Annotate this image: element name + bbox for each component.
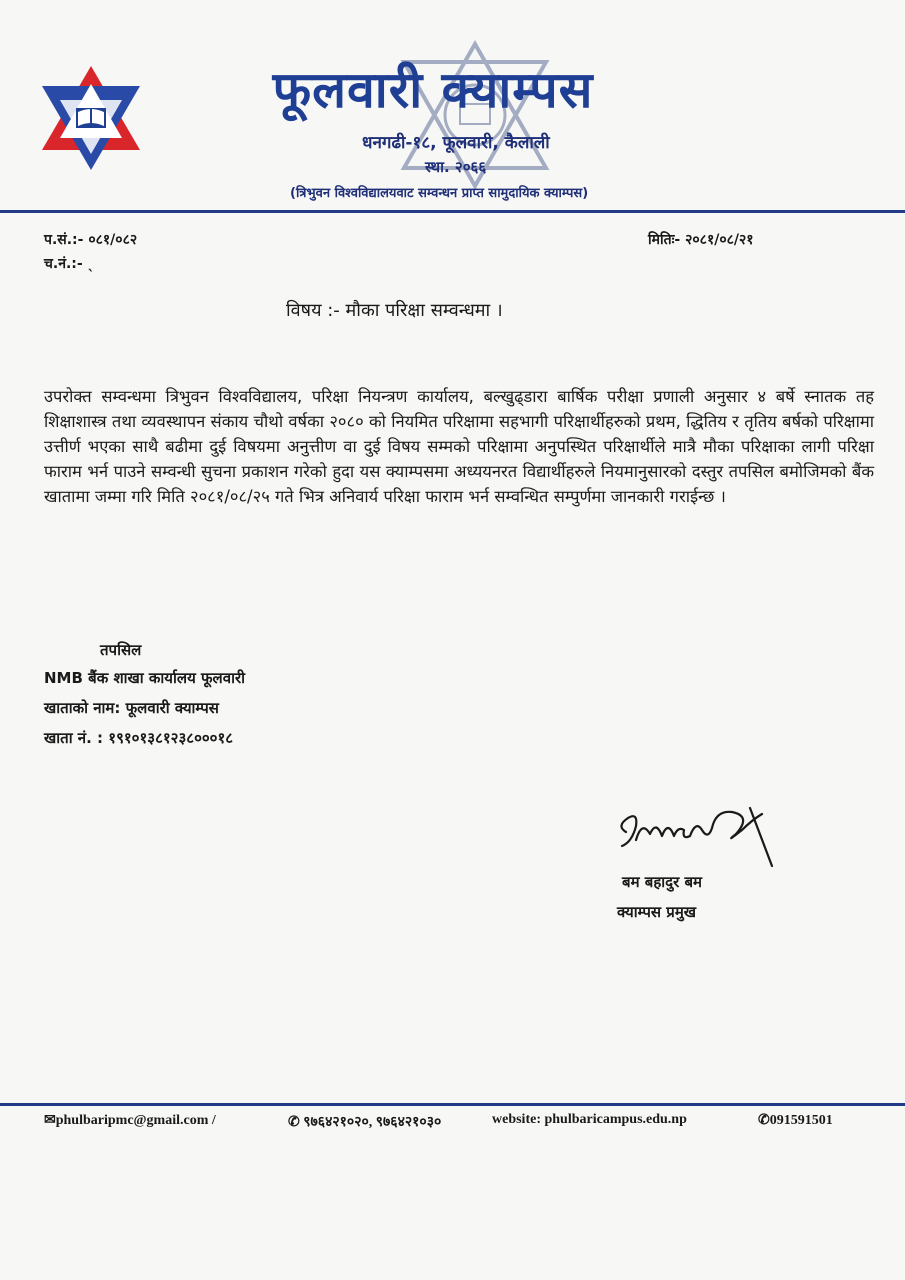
campus-name: फूलवारी क्याम्पस [272,61,594,119]
footer-email[interactable]: ✉phulbaripmc@gmail.com / [44,1113,216,1128]
tu-logo-icon [38,62,144,174]
letter-body: उपरोक्त सम्वन्धमा त्रिभुवन विश्वविद्यालय, परिक्षा नियन्त्रण कार्यालय, बल्खुढ्डारा बार्षिक परीक्षा प्रणाली अनुसार ४ बर्षे स्नातक तह शिक्षाशास्त्र तथा व्यवस्थापन संकाय चौथो वर्षका २०८० को नियमित परिक्षामा सहभागी परिक्षार्थीहरुको प्रथम, द्धितिय र तृतिय बर्षको परिक्षामा उत्तीर्ण भएका साथै बढीमा दुई विषयमा अनुत्तीण वा दुई विषय सम्मको परिक्षामा अनुपस्थित परिक्षार्थीले मात्रै मौका परिक्षाका लागी परिक्षा फाराम भर्न पाउने सम्वन्धी सुचना प्रकाशन गरेको हुदा यस क्याम्पसमा अध्ययनरत विद्यार्थीहरुले नियमानुसारको दस्तुर तपसिल बमोजिमको बैंक खातामा जम्मा गरि मिति २०८१/०८/२५ गते भित्र अनिवार्य परिक्षा फाराम भर्न सम्वन्धित सम्पुर्णमा जानकारी गराईन्छ । [44,387,874,506]
signature-icon [612,790,782,870]
established-year: स्था. २०६६ [425,158,487,176]
campus-address: धनगढी-१८, फूलवारी, कैलाली [362,133,550,153]
dispatch-number: च.नं.:- ˎ [44,256,95,272]
account-name: खाताको नाम: फूलवारी क्याम्पस [44,699,219,717]
account-number: खाता नं. : १९१०१३८१२३८०००१८ [44,729,234,747]
signatory-name: बम बहादुर बम [622,873,703,891]
details-heading: तपसिल [100,641,142,659]
reference-number: प.सं.:- ०८१/०८२ [44,232,138,248]
footer-phone: ✆ ९७६४२१०२०, ९७६४२१०३० [288,1115,442,1130]
footer-telephone: ✆091591501 [758,1113,833,1128]
signatory-title: क्याम्पस प्रमुख [617,903,697,921]
affiliation-note: (त्रिभुवन विश्वविद्यालयवाट सम्वन्धन प्राप्त सामुदायिक क्याम्पस) [290,186,589,201]
footer-divider [0,1103,905,1106]
bank-name: NMB बैंक शाखा कार्यालय फूलवारी [44,669,245,687]
header-divider [0,210,905,213]
subject-line: विषय :- मौका परिक्षा सम्वन्धमा । [286,300,503,321]
letter-date: मितिः- २०८१/०८/२१ [648,232,754,248]
footer-website[interactable]: website: phulbaricampus.edu.np [492,1112,687,1127]
